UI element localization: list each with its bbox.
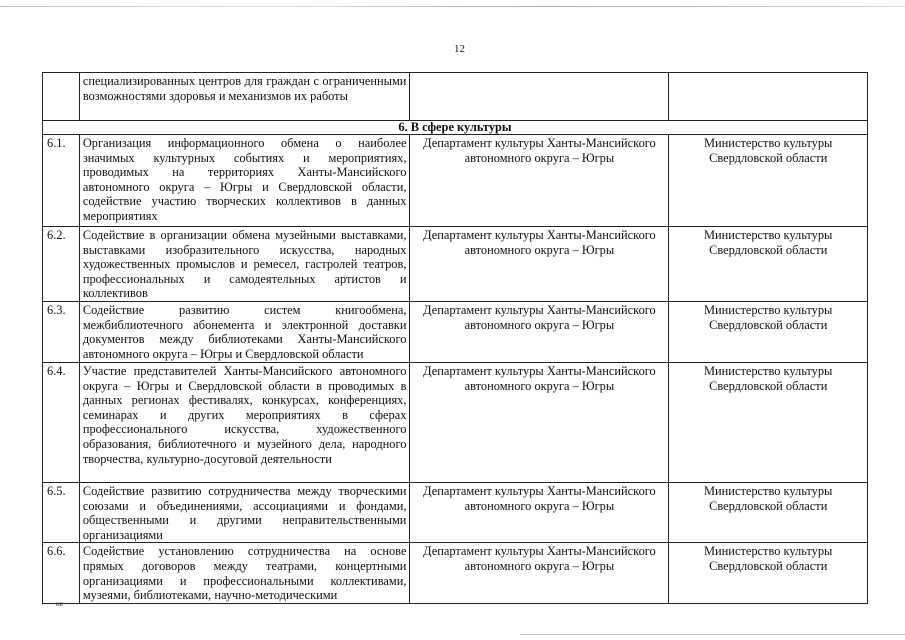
row-department: Департамент культуры Ханты-Мансийского автономного округа – Югры [410,301,669,362]
row-department: Департамент культуры Ханты-Мансийского автономного округа – Югры [410,135,669,227]
row-number-cell [43,73,80,121]
row-department: Департамент культуры Ханты-Мансийского автономного округа – Югры [410,543,669,603]
row-description: специализированных центров для граждан с ограниченными возможностями здоровья и механизмов их работы [79,73,410,121]
row-ministry: Министерство культуры Свердловской области [669,543,868,603]
table-row-continuation [43,73,868,121]
row-ministry: Министерство культуры Свердловской области [669,482,868,542]
row-description: Содействие развитию сотрудничества между творческими союзами и объединениями, ассоциациями и фондами, общественными и другими неправительственными организациями [79,482,410,542]
row-description: Содействие установлению сотрудничества на основе прямых договоров между театрами, концертными организациями и профессиональными коллективами, музеями, библиотеками, научно-методическими [79,543,410,603]
row-description: Содействие развитию систем книгообмена, межбиблиотечного абонемента и электронной доставки документов между библиотеками Ханты-Мансийского автономного округа – Югры и Свердловской области [79,301,410,362]
section-title: 6. В сфере культуры [43,121,868,135]
row-number: 6.2. [43,227,80,302]
table-row [43,362,868,482]
table-row [43,482,868,542]
row-ministry [669,73,868,121]
row-number: 6.6. [43,543,80,603]
row-department: Департамент культуры Ханты-Мансийского автономного округа – Югры [410,227,669,302]
row-description: Участие представителей Ханты-Мансийского автономного округа – Югры и Свердловской области в проводимых в данных регионах фестивалях, конкурсах, конференциях, семинарах и других мероприятиях в сферах профессионального искусства, художественного образования, библиотечного и музейного дела, народного творчества, культурно-досуговой деятельности [79,362,410,482]
row-ministry: Министерство культуры Свердловской области [669,135,868,227]
row-number: 6.1. [43,135,80,227]
row-ministry: Министерство культуры Свердловской области [669,301,868,362]
table-row [43,135,868,227]
agreement-table [42,72,868,604]
row-description: Содействие в организации обмена музейными выставками, выставками изобразительного искусства, народных художественных промыслов и ремесел, гастролей театров, профессиональных и самодеятельных артистов и коллективов [79,227,410,302]
section-header-row [43,121,868,135]
row-ministry: Министерство культуры Свердловской области [669,362,868,482]
scan-edge-top [0,6,905,7]
table-row [43,301,868,362]
page-number: 12 [454,43,465,55]
row-ministry: Министерство культуры Свердловской области [669,227,868,302]
row-department: Департамент культуры Ханты-Мансийского автономного округа – Югры [410,362,669,482]
scan-edge-bottom [520,634,905,635]
row-description: Организация информационного обмена о наиболее значимых культурных событиях и мероприятиях, проводимых на территориях Ханты-Мансийского автономного округа – Югры и Свердловской области, содействие участию творческих коллективов в данных мероприятиях [79,135,410,227]
table-row [43,227,868,302]
footer-mark: нв [56,600,64,608]
row-department: Департамент культуры Ханты-Мансийского автономного округа – Югры [410,482,669,542]
table-row [43,543,868,603]
row-number: 6.5. [43,482,80,542]
row-department [410,73,669,121]
row-number: 6.4. [43,362,80,482]
row-number: 6.3. [43,301,80,362]
